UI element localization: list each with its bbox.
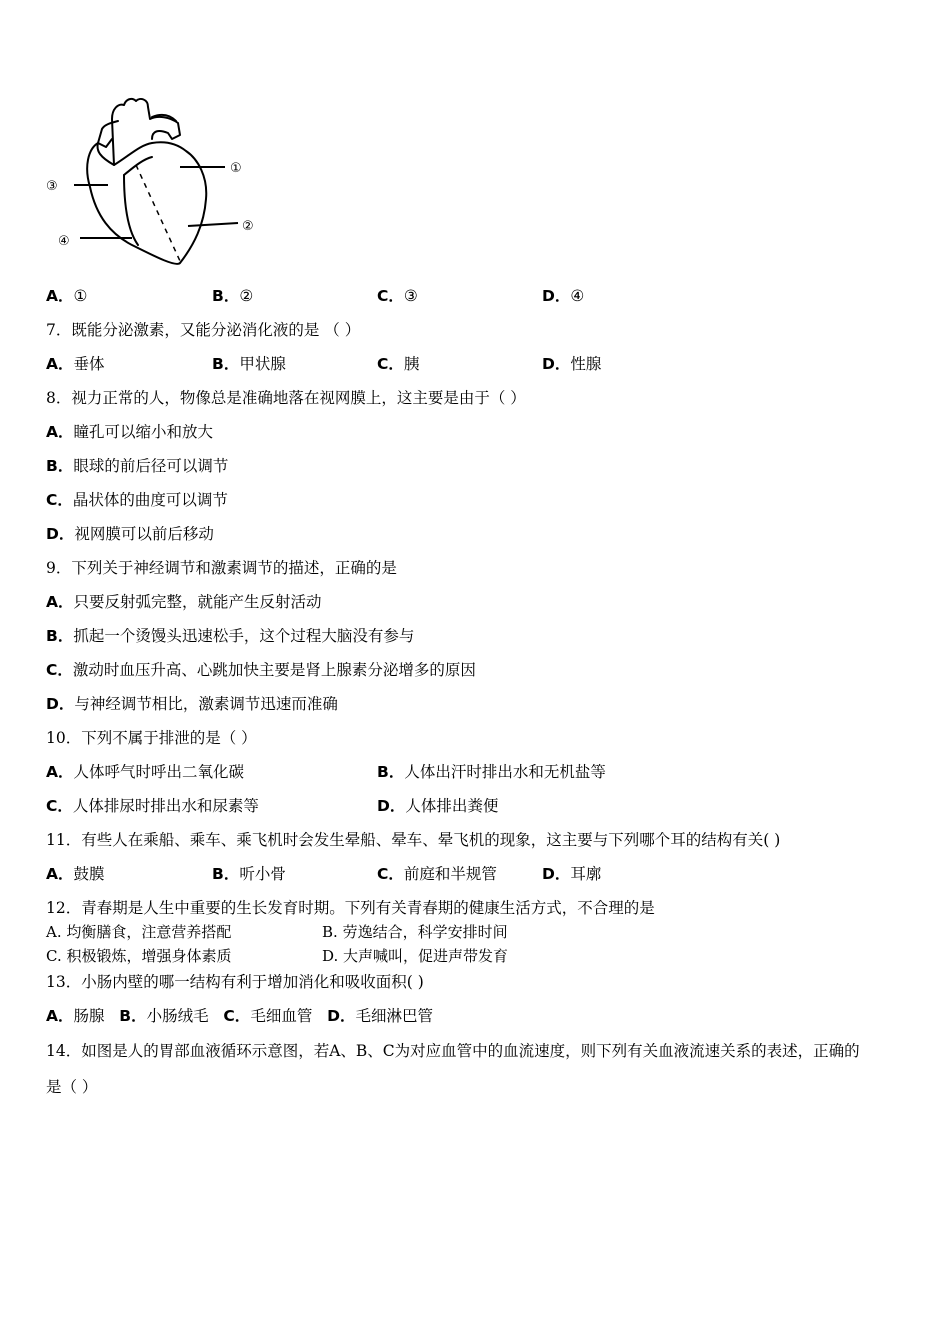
q12-option-b: B. 劳逸结合，科学安排时间 (322, 923, 508, 941)
q10-option-a: A．人体呼气时呼出二氧化碳 (46, 763, 245, 781)
q13-options: A．肠腺 B．小肠绒毛 C．毛细血管 D．毛细淋巴管 (46, 1007, 433, 1025)
q7-option-a: A．垂体 (46, 355, 105, 373)
q9-option-b: B．抓起一个烫馒头迅速松手，这个过程大脑没有参与 (46, 627, 415, 645)
q12-option-d: D. 大声喊叫，促进声带发育 (322, 947, 509, 965)
q7-stem: 7．既能分泌激素，又能分泌消化液的是 （ ） (46, 321, 361, 339)
q14-stem-line1: 14．如图是人的胃部血液循环示意图，若A、B、C为对应血管中的血流速度，则下列有关血液流速关系的表述，正确的 (46, 1042, 860, 1060)
q10-option-c: C．人体排尿时排出水和尿素等 (46, 797, 259, 815)
q10-option-d: D．人体排出粪便 (377, 797, 499, 815)
q9-stem: 9．下列关于神经调节和激素调节的描述，正确的是 (46, 559, 397, 577)
q11-option-a: A．鼓膜 (46, 865, 105, 883)
heart-outline (87, 142, 206, 264)
q8-option-d: D．视网膜可以前后移动 (46, 525, 214, 543)
q13-stem: 13．小肠内壁的哪一结构有利于增加消化和吸收面积( ) (46, 973, 424, 991)
q9-option-c: C．激动时血压升高、心跳加快主要是肾上腺素分泌增多的原因 (46, 661, 476, 679)
q11-stem: 11．有些人在乘船、乘车、乘飞机时会发生晕船、晕车、晕飞机的现象，这主要与下列哪个耳的结构有关( ) (46, 831, 781, 849)
q11-option-b: B．听小骨 (212, 865, 286, 883)
q8-option-a: A．瞳孔可以缩小和放大 (46, 423, 214, 441)
q12-option-c: C. 积极锻炼，增强身体素质 (46, 947, 232, 965)
q8-option-c: C．晶状体的曲度可以调节 (46, 491, 228, 509)
atrium-line (124, 157, 152, 175)
marker-3: ③ (46, 179, 58, 194)
marker-4: ④ (58, 234, 70, 249)
q10-stem: 10．下列不属于排泄的是（ ） (46, 729, 257, 747)
q8-option-b: B．眼球的前后径可以调节 (46, 457, 229, 475)
q7-option-b: B．甲状腺 (212, 355, 286, 373)
q7-option-c: C．胰 (377, 355, 420, 373)
septum-dash (136, 165, 180, 261)
q6-option-a: A．① (46, 287, 88, 305)
q7-option-d: D．性腺 (542, 355, 602, 373)
q11-option-d: D．耳廓 (542, 865, 602, 883)
q9-option-d: D．与神经调节相比，激素调节迅速而准确 (46, 695, 338, 713)
q14-stem-line2: 是（ ） (46, 1078, 98, 1096)
q6-option-b: B．② (212, 287, 254, 305)
q10-option-b: B．人体出汗时排出水和无机盐等 (377, 763, 606, 781)
marker-1: ① (230, 161, 242, 176)
inner-curve (124, 175, 138, 245)
leader-2 (188, 223, 238, 226)
vessel-left (98, 121, 118, 147)
aorta (112, 99, 180, 165)
marker-2: ② (242, 219, 254, 234)
q9-option-a: A．只要反射弧完整，就能产生反射活动 (46, 593, 322, 611)
q6-option-d: D．④ (542, 287, 585, 305)
heart-diagram (40, 95, 270, 275)
q8-stem: 8．视力正常的人，物像总是准确地落在视网膜上，这主要是由于（ ） (46, 389, 526, 407)
q6-option-c: C．③ (377, 287, 418, 305)
q12-stem: 12．青春期是人生中重要的生长发育时期。下列有关青春期的健康生活方式，不合理的是 (46, 899, 655, 917)
q12-option-a: A. 均衡膳食，注意营养搭配 (46, 923, 232, 941)
q11-option-c: C．前庭和半规管 (377, 865, 497, 883)
